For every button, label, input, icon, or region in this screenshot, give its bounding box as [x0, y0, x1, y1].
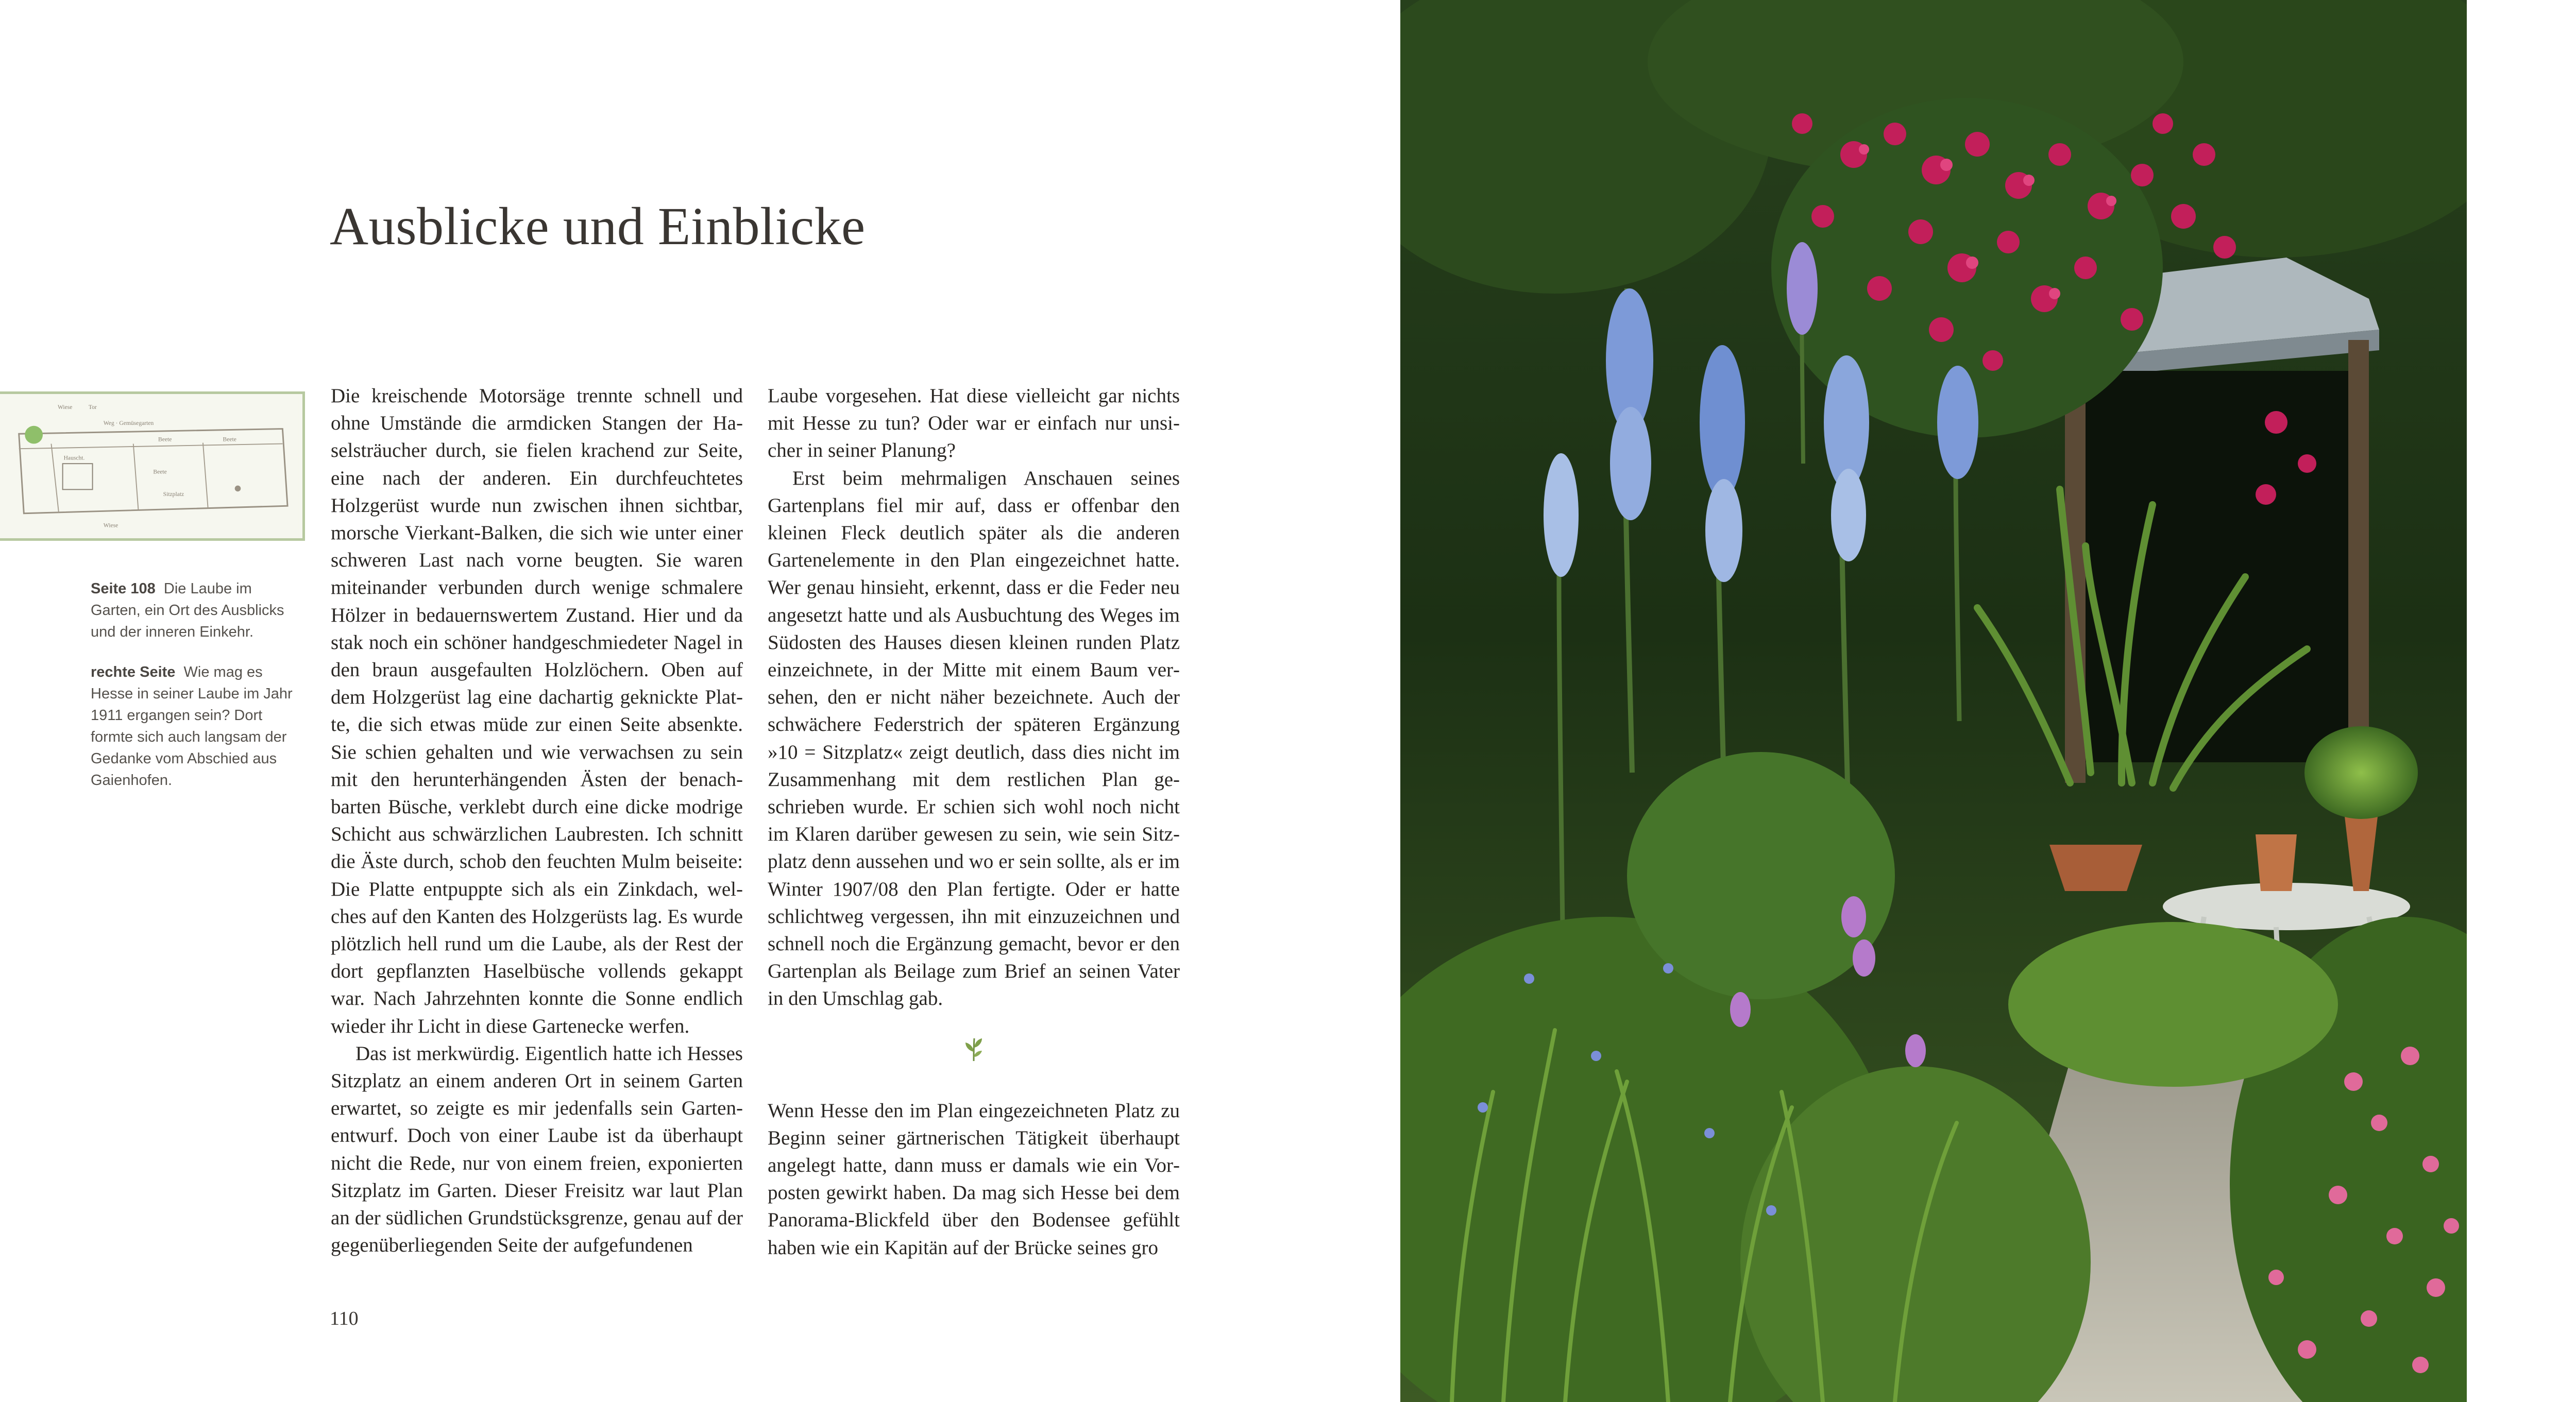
- terracotta-pot: [2049, 845, 2142, 891]
- paragraph: Wenn Hesse den im Plan eingezeichneten Platz zu Beginn seiner gärtnerischen Tätigkeit überhaupt angelegt hatte, dann muss er damals wie ein Vorposten gewirkt haben. Da mag sich Hesse bei dem Panorama-Blickfeld über den Bodensee gefühlt haben wie ein Kapitän auf der Brücke seines gro: [768, 1099, 1180, 1259]
- garden-plan-thumbnail: [0, 391, 305, 541]
- plan-label-mid1: Beete: [158, 436, 172, 443]
- midground-shrub: [2008, 922, 2338, 1087]
- arbor-post: [2348, 340, 2369, 783]
- plan-label-tl1: Wiese: [57, 403, 73, 411]
- image-captions: [91, 578, 293, 810]
- plan-label-br: Sitzplatz: [163, 490, 184, 498]
- text-column-right: [768, 382, 1180, 1261]
- right-page-margin: [2467, 0, 2576, 1402]
- plan-label-tl2: Tor: [88, 403, 97, 411]
- page-title: Ausblicke und Einblicke: [330, 197, 866, 256]
- plan-seat-dot: [235, 486, 241, 492]
- caption-label: rechte Seite: [91, 664, 176, 680]
- page-number: 110: [330, 1308, 359, 1329]
- caption-label: Seite 108: [91, 580, 156, 597]
- caption-text: Die Laube im Garten, ein Ort des Ausblicks und der inneren Einkehr.: [91, 580, 284, 640]
- paragraph: Das ist merkwürdig. Eigentlich hatte ich Hesses Sitzplatz an einem anderen Ort in seinem Garten erwartet, so zeigte es mir jedenfalls sein Gartenentwurf. Doch von einer Laube ist da überhaupt nicht die Rede, nur von einem freien, exponierten Sitzplatz im Garten. Dieser Freisitz war laut Plan an der südlichen Grundstücksgrenze, genau auf der gegenüberliegenden Seite der aufgefundenen: [331, 1042, 743, 1257]
- plan-label-top: Weg · Gemüsegarten: [103, 419, 154, 426]
- plan-paper: [4, 394, 299, 538]
- garden-plan-drawing: [0, 394, 302, 538]
- leaf-sprig-icon: [958, 1033, 989, 1064]
- paragraph: Laube vorgesehen. Hat diese vielleicht gar nichts mit Hesse zu tun? Oder war er einfach nur unsicher in seiner Planung?: [768, 385, 1180, 462]
- plan-label-center: Hauscht.: [63, 454, 85, 461]
- terracotta-pot: [2256, 834, 2297, 891]
- caption-text: Wie mag es Hesse in seiner Laube im Jahr 1911 ergangen sein? Dort formte sich auch langsam der Gedanke vom Abschied aus Gaienhofen.: [91, 664, 293, 789]
- text-column-left: [331, 382, 743, 1259]
- plan-label-mid2: Beete: [223, 436, 236, 443]
- paragraph: Die kreischende Motorsäge trennte schnell und ohne Umstände die armdicken Stangen der Haselsträucher durch, sie fielen krachend zur Seite, eine nach der anderen. Ein durchfeuchtetes Holzgerüst wurde nun zwischen ihnen sichtbar, morsche Vierkant-Balken, die sich wie unter einer schweren Last nach vorne beugten. Sie waren miteinander verbunden durch wenige schmalere Hölzer in bedauernswertem Zustand. Hier und da stak noch ein schöner handgeschmiedeter Nagel in den braun ausgefaulten Holzlöchern. Oben auf dem Holzgerüst lag eine dachartig geknickte Platte, die sich etwas müde zur einen Seite absenkte. Sie schien gehalten und wie verwachsen zu sein mit den herunterhängenden Ästen der benachbarten Büsche, verklebt durch eine dicke modrige Schicht aus schwärzlichen Laubresten. Ich schnitt die Äste durch, schob den feuchten Mulm beiseite: Die Platte entpuppte sich als ein Zinkdach, welches auf den Kanten des Holzgerüsts lag. Es wurde plötzlich hell rund um die Laube, als der Rest der dort gepflanzten Haselbüsche vollends gekappt war. Nach Jahrzehnten konnte die Sonne endlich wieder ihr Licht in diese Gartenecke werfen.: [331, 385, 743, 1037]
- caption-right-page: [91, 661, 293, 791]
- plan-tree-circle: [25, 426, 43, 444]
- plan-label-bottom: Wiese: [103, 522, 118, 529]
- plan-label-lower: Beete: [153, 468, 167, 475]
- garden-photo: [1400, 0, 2467, 1402]
- paragraph: Erst beim mehrmaligen Anschauen seines Gartenplans fiel mir auf, dass er offenbar den kleinen Fleck deutlich später als die anderen Gartenelemente in den Plan eingezeichnet hatte. Wer genau hinsieht, erkennt, dass er die Feder neu angesetzt hatte und als Ausbuchtung des Weges im Südosten des Hauses diesen kleinen runden Platz einzeichnete, in der Mitte mit einem Baum versehen, den er nicht näher bezeichnete. Auch der schwächere Federstrich der späteren Ergänzung »10 = Sitzplatz« zeigt deutlich, dass dies nicht im Zusammenhang mit dem restlichen Plan geschrieben wurde. Er schien sich wohl noch nicht im Klaren darüber gewesen zu sein, wie sein Sitzplatz denn aussehen und wo er sein sollte, als er im Winter 1907/08 den Plan fertigte. Oder er hatte schlichtweg vergessen, ihn mit einzuzeichnen und schnell noch die Ergänzung gemacht, bevor er den Gartenplan als Beilage zum Brief an seinen Vater in den Umschlag gab.: [768, 467, 1180, 1010]
- potted-herb: [2304, 726, 2418, 819]
- caption-page-108: [91, 578, 293, 643]
- garden-photo-illustration: [1400, 0, 2467, 1402]
